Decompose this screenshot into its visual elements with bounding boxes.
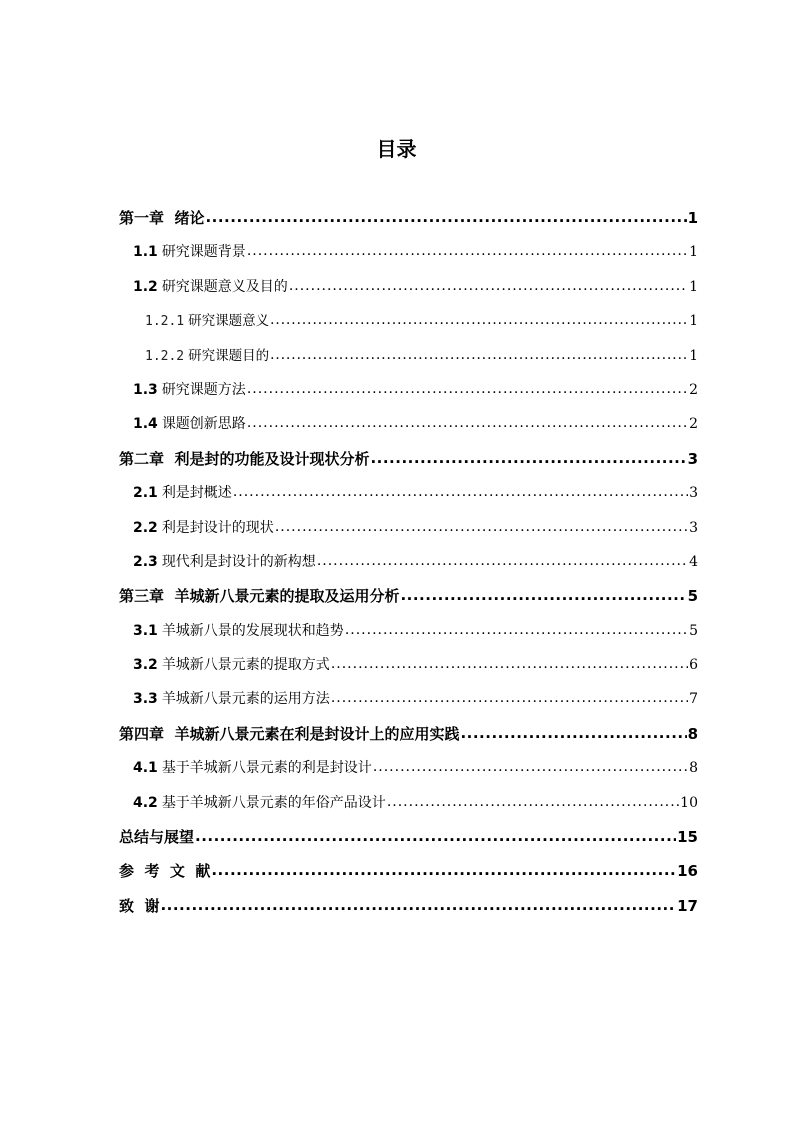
toc-entry-page-number: 5 — [689, 622, 698, 639]
toc-entry-title: 第四章 羊城新八景元素在利是封设计上的应用实践 — [119, 724, 460, 743]
toc-entry[interactable] — [119, 682, 698, 716]
toc-dot-leader — [460, 716, 686, 750]
toc-entry-title: 利是封设计的现状 — [161, 519, 274, 536]
toc-entry-number: 3.2 — [133, 657, 158, 674]
toc-dot-leader — [317, 544, 688, 578]
toc-entry[interactable] — [119, 579, 698, 613]
toc-dot-leader — [195, 819, 676, 853]
toc-entry-title: 羊城新八景元素的运用方法 — [161, 691, 330, 708]
toc-entry-number: 1.3 — [133, 381, 158, 398]
page-title: 目录 — [376, 137, 417, 161]
toc-entry-page-number: 16 — [677, 862, 698, 881]
toc-entry[interactable] — [119, 854, 698, 888]
toc-entry-title: 研究课题方法 — [161, 381, 246, 398]
toc-entry-title: 总结与展望 — [119, 828, 195, 847]
toc-entry-page-number: 7 — [689, 691, 698, 708]
toc-entry-title: 羊城新八景的发展现状和趋势 — [161, 622, 344, 639]
toc-entry-title: 研究课题意义 — [188, 313, 270, 330]
toc-dot-leader — [331, 681, 688, 715]
toc-entry-title: 课题创新思路 — [161, 416, 246, 433]
toc-entry-number: 2.2 — [133, 519, 158, 536]
toc-entry[interactable] — [119, 235, 698, 269]
toc-entry-title: 第一章 绪论 — [119, 209, 205, 227]
toc-entry-title: 研究课题目的 — [188, 347, 270, 364]
toc-entry-number: 3.1 — [133, 622, 158, 639]
toc-entry-title: 现代利是封设计的新构想 — [161, 553, 316, 570]
toc-entry[interactable] — [119, 476, 698, 510]
toc-entry-page-number: 17 — [677, 896, 698, 915]
toc-dot-leader — [331, 647, 688, 681]
toc-dot-leader — [205, 200, 686, 234]
toc-entry-title: 参 考 文 献 — [119, 862, 211, 881]
toc-entry-number: 1.2.2 — [145, 348, 185, 364]
toc-entry-page-number: 8 — [689, 760, 698, 777]
toc-entry[interactable] — [119, 751, 698, 785]
toc-entry-page-number: 1 — [687, 209, 698, 227]
toc-entry[interactable] — [119, 270, 698, 304]
toc-entry-number: 4.1 — [133, 760, 158, 777]
toc-entry-page-number: 6 — [689, 657, 698, 674]
toc-dot-leader — [373, 750, 688, 784]
toc-entry[interactable] — [119, 442, 698, 476]
toc-entry-title: 第三章 羊城新八景元素的提取及运用分析 — [119, 587, 400, 606]
toc-dot-leader — [270, 338, 688, 372]
toc-entry[interactable] — [119, 545, 698, 579]
toc-entry-page-number: 1 — [689, 244, 698, 261]
toc-dot-leader — [289, 269, 688, 303]
toc-entry-number: 1.2 — [133, 278, 158, 295]
toc-entry-number: 1.1 — [133, 244, 158, 261]
toc-dot-leader — [160, 888, 676, 922]
toc-entry[interactable] — [119, 373, 698, 407]
toc-entry-number: 1.4 — [133, 416, 158, 433]
toc-entry-title: 研究课题背景 — [161, 244, 246, 261]
toc-entry-page-number: 5 — [687, 587, 698, 606]
toc-entry[interactable] — [119, 648, 698, 682]
toc-dot-leader — [233, 475, 688, 509]
toc-entry[interactable] — [119, 820, 698, 854]
toc-entry[interactable] — [119, 511, 698, 545]
toc-entry-number: 4.2 — [133, 794, 158, 811]
toc-entry-title: 第二章 利是封的功能及设计现状分析 — [119, 449, 370, 468]
toc-entry-title: 羊城新八景元素的提取方式 — [161, 657, 330, 674]
toc-entry-page-number: 8 — [687, 724, 698, 743]
toc-entry-title: 研究课题意义及目的 — [161, 278, 288, 295]
toc-entry-number: 1.2.1 — [145, 314, 185, 330]
toc-entry-title: 致 谢 — [119, 896, 160, 915]
toc-entry-title: 利是封概述 — [161, 485, 232, 502]
toc-entry-title: 基于羊城新八景元素的年俗产品设计 — [161, 794, 386, 811]
toc-entry-page-number: 3 — [689, 485, 698, 502]
toc-entry-page-number: 15 — [677, 828, 698, 847]
toc-dot-leader — [275, 510, 688, 544]
toc-entry-page-number: 3 — [689, 519, 698, 536]
toc-entry-title: 基于羊城新八景元素的利是封设计 — [161, 760, 372, 777]
toc-dot-leader — [211, 853, 676, 887]
toc-dot-leader — [247, 406, 688, 440]
toc-entry-page-number: 1 — [689, 278, 698, 295]
toc-entry-number: 2.3 — [133, 553, 158, 570]
toc-entry[interactable] — [119, 407, 698, 441]
toc-dot-leader — [370, 441, 686, 475]
toc-entry-page-number: 2 — [689, 381, 698, 398]
toc-dot-leader — [345, 613, 688, 647]
toc-entry-number: 2.1 — [133, 485, 158, 502]
toc-dot-leader — [387, 785, 679, 819]
toc-entry-page-number: 2 — [689, 416, 698, 433]
toc-entry-page-number: 3 — [687, 449, 698, 468]
toc-entry[interactable] — [119, 614, 698, 648]
toc-dot-leader — [247, 372, 688, 406]
toc-entry[interactable] — [119, 339, 698, 373]
toc-dot-leader — [270, 303, 688, 337]
toc-dot-leader — [247, 234, 688, 268]
toc-entry-page-number: 1 — [689, 347, 698, 364]
toc-entry[interactable] — [119, 201, 698, 235]
toc-dot-leader — [400, 578, 686, 612]
toc-entry[interactable] — [119, 889, 698, 923]
toc-entry[interactable] — [119, 717, 698, 751]
toc-entry-page-number: 10 — [680, 794, 698, 811]
toc-entry[interactable] — [119, 786, 698, 820]
toc-entry-number: 3.3 — [133, 691, 158, 708]
toc-entry[interactable] — [119, 304, 698, 338]
toc-entry-page-number: 1 — [689, 313, 698, 330]
table-of-contents — [119, 201, 698, 923]
toc-entry-page-number: 4 — [689, 553, 698, 570]
